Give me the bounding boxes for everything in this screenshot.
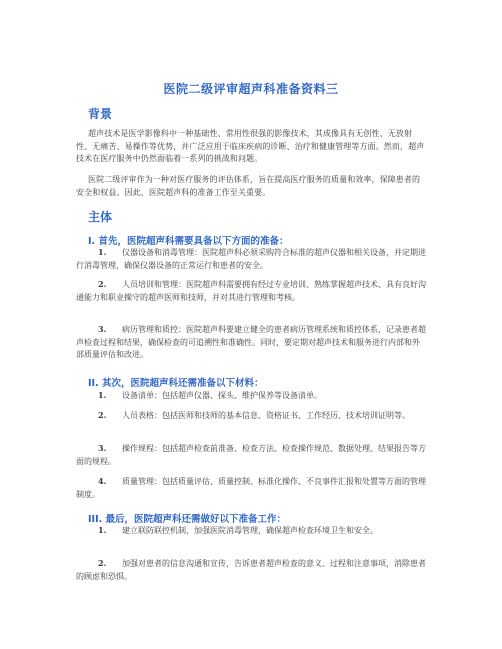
item-number: 4. bbox=[98, 476, 107, 486]
background-paragraph-1: 超声技术是医学影像科中一种基础性、常用性很强的影像技术，其成像具有无创性、无放射性、无痛苦、易操作等优势，并广泛应用于临床疾病的诊断、治疗和健康管理等方面。然而，超声技术在医疗服务中仍然面临着一系列的挑战和问题。 bbox=[76, 129, 425, 163]
section-3-heading: III. 最后，医院超声科还需做好以下准备工作： bbox=[88, 514, 287, 525]
section-1-item-2 bbox=[76, 278, 426, 304]
section-1-item-1 bbox=[76, 246, 426, 272]
item-text: 质量管理：包括质量评估、质量控制、标准化操作、不良事件汇报和处置等方面的管理制度。 bbox=[76, 477, 426, 499]
document-title: 医院二级评审超声科准备资料三 bbox=[163, 82, 339, 96]
section-2-item-4 bbox=[76, 475, 426, 501]
item-text: 人员培训和管理：医院超声科需要拥有经过专业培训、熟练掌握超声技术、具有良好沟通能力和职业操守的超声医师和技师，并对其进行管理和考核。 bbox=[76, 280, 426, 302]
item-number: 3. bbox=[98, 443, 107, 453]
section-2-item-1 bbox=[76, 389, 426, 403]
item-number: 1. bbox=[98, 525, 107, 535]
section-2-heading: II. 其次，医院超声科还需准备以下材料： bbox=[88, 378, 264, 389]
section-3-item-1 bbox=[76, 524, 426, 538]
item-text: 仪器设备和消毒管理：医院超声科必须采购符合标准的超声仪器和相关设备，并定期进行消毒管理，确保仪器设备的正常运行和患者的安全。 bbox=[76, 248, 426, 270]
background-paragraph-2: 医院二级评审作为一种对医疗服务的评估体系，旨在提高医疗服务的质量和效率，保障患者的安全和权益。因此，医院超声科的准备工作至关重要。 bbox=[76, 175, 421, 197]
background-heading: 背景 bbox=[88, 107, 113, 121]
item-text: 建立联防联控机制，加强医院消毒管理，确保超声检查环境卫生和安全。 bbox=[122, 526, 378, 535]
item-number: 2. bbox=[98, 558, 107, 568]
item-number: 1. bbox=[98, 390, 107, 400]
item-number: 1. bbox=[98, 247, 107, 257]
item-text: 病历管理和质控：医院超声科要建立健全的患者病历管理系统和质控体系，记录患者超声检查过程和结果，确保检查的可追溯性和准确性。同时，要定期对超声技术和服务进行内部和外部质量评估和改进。 bbox=[76, 325, 426, 359]
section-2-item-3 bbox=[76, 442, 426, 468]
item-text: 操作规程：包括超声检查前准备、检查方法、检查操作规范、数据处理、结果报告等方面的规程。 bbox=[76, 444, 426, 466]
item-text: 人员表格：包括医师和技师的基本信息、资格证书、工作经历、技术培训证明等。 bbox=[122, 411, 410, 420]
item-number: 2. bbox=[98, 410, 107, 420]
section-1-item-3 bbox=[76, 323, 426, 362]
section-1-heading: I. 首先，医院超声科需要具备以下方面的准备： bbox=[88, 236, 289, 247]
section-2-item-2 bbox=[76, 409, 426, 423]
item-text: 加强对患者的信息沟通和宣传，告诉患者超声检查的意义、过程和注意事项，消除患者的顾虑和恐惧。 bbox=[76, 559, 426, 581]
section-3-item-2 bbox=[76, 557, 426, 583]
item-text: 设备清单：包括超声仪器、探头、维护保养等设备清单。 bbox=[122, 391, 322, 400]
main-heading: 主体 bbox=[88, 210, 113, 224]
item-number: 2. bbox=[98, 279, 107, 289]
item-number: 3. bbox=[98, 324, 107, 334]
